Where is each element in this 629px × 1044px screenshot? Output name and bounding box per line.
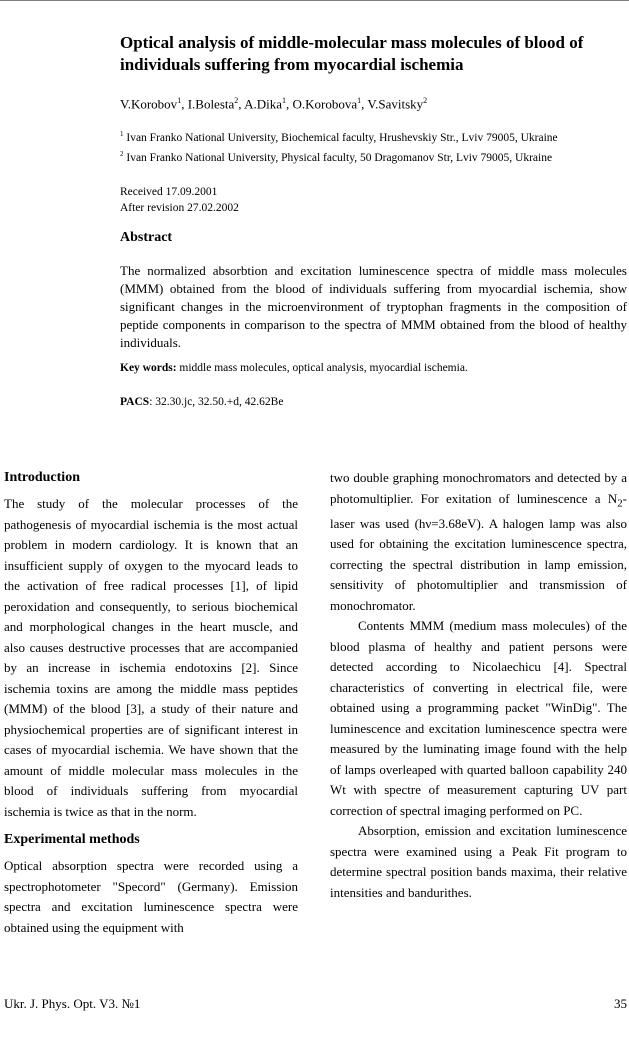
revision-date: After revision 27.02.2002 — [120, 201, 239, 214]
affiliation-1 — [120, 126, 629, 146]
author-affiliation-mark: 1 — [357, 96, 362, 105]
keywords — [120, 360, 629, 376]
nu-symbol: ν — [425, 515, 432, 531]
spectra-analysis-paragraph: Absorption, emission and excitation luminescence spectra were examined using a Peak Fit program to determine spectral position bands maxima, their relative intensities and bandurithes. — [330, 823, 627, 900]
affiliation-number: 1 — [120, 130, 124, 139]
introduction-paragraph: The study of the molecular processes of the pathogenesis of myocardial ischemia is the most actual problem in modern cardiology. It is known that an insufficient supply of oxygen to the myocard leads to the activation of free radical processes [1], of lipid peroxidation and consequently, to serious biochemical and morphological changes in the heart muscle, and also causes destructive processes that are accompanied by an increase in ischemia endotoxins [2]. Since ischemia toxins are among the middle mass peptides (MMM) of the blood [3], a study of their nature and physiochemical properties are of significant interest in cases of myocardial ischemia. We have shown that the amount of middle molecular mass molecules in the blood of individuals suffering from myocardial ischemia is twice as that in the norm. — [4, 496, 298, 819]
page-number: 35 — [614, 996, 627, 1011]
affiliation-text: Ivan Franko National University, Biochemical faculty, Hrushevskiy Str., Lviv 79005, Ukraine — [126, 132, 558, 145]
pacs-text: : 32.30.jc, 32.50.+d, 42.62Be — [149, 395, 284, 408]
top-rule — [0, 0, 629, 1]
received-date: Received 17.09.2001 — [120, 185, 218, 198]
article-header — [120, 32, 629, 410]
keywords-text: middle mass molecules, optical analysis, myocardial ischemia. — [176, 361, 468, 374]
author-name: A.Dika — [244, 96, 282, 112]
article-title: Optical analysis of middle-molecular mass molecules of blood of individuals suffering from myocardial ischemia — [120, 33, 584, 74]
text-run: two double graphing monochromators and detected by a photomultiplier. For exitation of luminescence a N — [330, 470, 627, 506]
introduction-heading: Introduction — [4, 470, 80, 485]
author-name: I.Bolesta — [187, 96, 235, 112]
affiliation-2 — [120, 146, 629, 166]
author-affiliation-mark: 2 — [234, 96, 239, 105]
methods-paragraph-continued — [330, 468, 627, 616]
abstract-text: The normalized absorbtion and excitation luminescence spectra of middle mass molecules (MMM) obtained from the blood of individuals suffering from myocardial ischemia, show significant changes in the microenvironment of tryptophan fragments in the composition of peptide components in comparison to the spectra of MMM obtained from the blood of healthy individuals. — [120, 262, 627, 350]
author-affiliation-mark: 1 — [281, 96, 286, 105]
right-column — [330, 468, 627, 903]
journal-reference: Ukr. J. Phys. Opt. V3. №1 — [4, 996, 141, 1011]
subscript-2: 2 — [617, 497, 623, 510]
affiliation-text: Ivan Franko National University, Physical faculty, 50 Dragomanov Str, Lviv 79005, Ukraine — [126, 151, 553, 164]
author-affiliation-mark: 1 — [177, 96, 182, 105]
left-column — [4, 468, 298, 938]
affiliation-number: 2 — [120, 150, 124, 159]
author-list: V.Korobov$^1$, I.Bolesta$^2$, A.Dika$^1$, O.Korobova$^1$, V.Savitsky$^2$ — [120, 96, 428, 112]
pacs-codes — [120, 394, 629, 410]
text-run: =3.68eV). A halogen lamp was also used for obtaining the excitation luminescence spectra, correcting the spectral distribution in lamp emission, sensitivity of photomultiplier and transmission of monochromator. — [330, 515, 628, 613]
abstract-heading: Abstract — [120, 229, 173, 245]
contents-mmm-paragraph: Contents MMM (medium mass molecules) of the blood plasma of healthy and patient persons were detected according to Nicolaechicu [4]. Spectral characteristics of converting in electrical file, were obtained using a programming packet "WinDig". The luminescence and excitation luminescence spectra were measured by the luminating image found with the help of lamps overleaped with quarted balloon capability 240 Wt with spectre of measurement capturing UV part correction of spectral imaging performed on PC. — [330, 618, 627, 818]
keywords-label: Key words: — [120, 361, 177, 374]
methods-heading: Experimental methods — [4, 832, 140, 847]
article-dates — [120, 184, 629, 216]
author-name: V.Korobov — [120, 96, 178, 112]
text-run: -laser was used (h — [330, 490, 627, 531]
author-name: V.Savitsky — [367, 96, 424, 112]
pacs-label: PACS — [120, 395, 150, 408]
author-name: O.Korobova — [292, 96, 358, 112]
author-affiliation-mark: 2 — [423, 96, 428, 105]
methods-paragraph: Optical absorption spectra were recorded using a spectrophotometer "Specord" (Germany). Emission spectra and excitation luminescence spectra were obtained using the equipment with — [4, 858, 298, 935]
